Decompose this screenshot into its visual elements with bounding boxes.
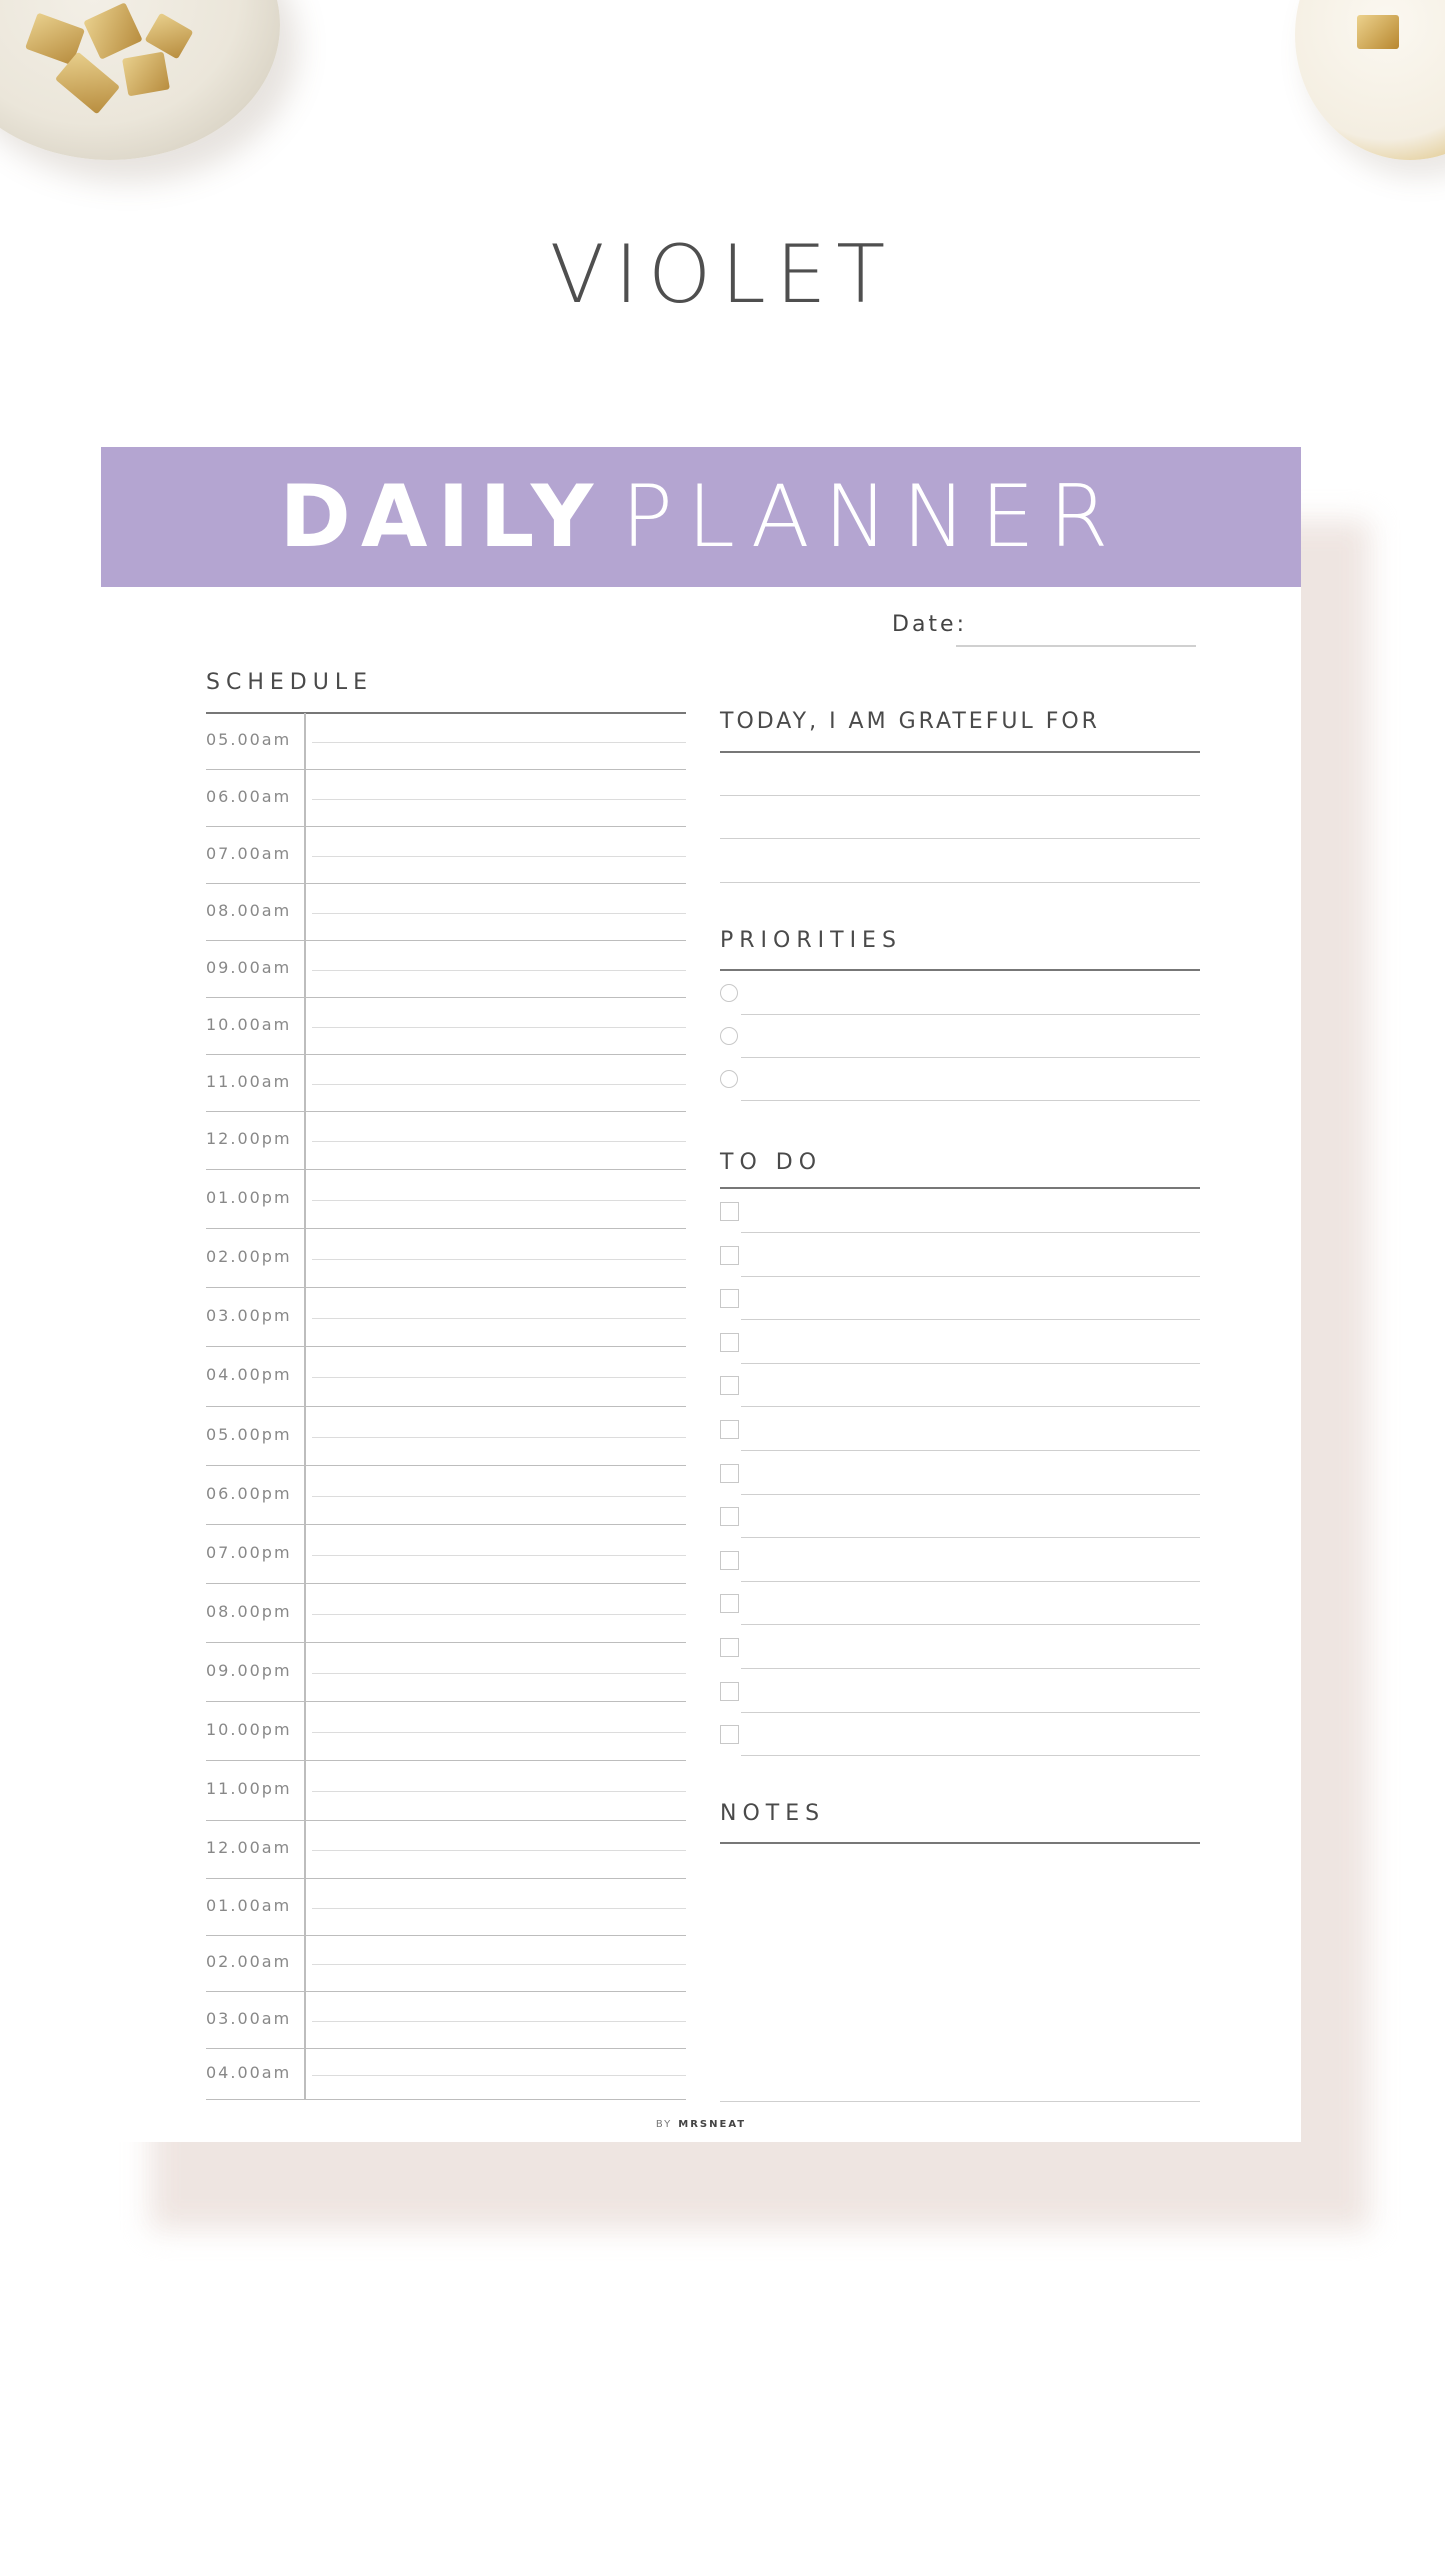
schedule-row[interactable]: [206, 1702, 686, 1761]
schedule-row[interactable]: [206, 713, 686, 770]
priorities-title-rule: [720, 969, 1200, 971]
todo-line[interactable]: [741, 1581, 1200, 1582]
schedule-time-label: 10.00am: [206, 1014, 292, 1034]
schedule-title: SCHEDULE: [206, 670, 373, 695]
footer-credit: [101, 2119, 1301, 2130]
schedule-time-label: 03.00pm: [206, 1305, 292, 1325]
grateful-title-rule: [720, 751, 1200, 753]
schedule-hour-line: [206, 2099, 686, 2100]
schedule-half-hour-line: [312, 799, 686, 800]
schedule-row[interactable]: [206, 884, 686, 941]
schedule-time-label: 08.00pm: [206, 1601, 292, 1621]
schedule-time-label: 12.00pm: [206, 1129, 292, 1148]
product-title: VIOLET: [549, 228, 896, 321]
grateful-line[interactable]: [720, 795, 1200, 796]
schedule-half-hour-line: [312, 1850, 686, 1851]
todo-line[interactable]: [741, 1624, 1200, 1625]
schedule-row[interactable]: [206, 827, 686, 884]
schedule-time-label: 08.00am: [206, 900, 292, 920]
schedule-row[interactable]: [206, 941, 686, 998]
schedule-row[interactable]: [206, 2049, 686, 2100]
schedule-row[interactable]: [206, 1879, 686, 1936]
schedule-row[interactable]: [206, 1112, 686, 1170]
schedule-time-label: 01.00pm: [206, 1187, 292, 1207]
schedule-row[interactable]: [206, 1466, 686, 1525]
schedule-grid: [206, 713, 686, 2100]
schedule-time-label: 02.00am: [206, 1952, 292, 1971]
schedule-half-hour-line: [312, 2075, 686, 2076]
todo-line[interactable]: [741, 1494, 1200, 1495]
schedule-time-label: 01.00am: [206, 1895, 292, 1915]
schedule-row[interactable]: [206, 1643, 686, 1702]
schedule-time-label: 06.00am: [206, 786, 292, 806]
date-field[interactable]: [956, 645, 1196, 647]
schedule-half-hour-line: [312, 1614, 686, 1615]
notes-bottom-rule: [720, 2101, 1200, 2102]
todo-line[interactable]: [741, 1276, 1200, 1277]
schedule-row[interactable]: [206, 1055, 686, 1112]
todo-checkbox[interactable]: [720, 1376, 739, 1395]
priority-radio[interactable]: [720, 1027, 738, 1045]
schedule-row[interactable]: [206, 1584, 686, 1643]
schedule-half-hour-line: [312, 1141, 686, 1142]
schedule-time-label: 06.00pm: [206, 1483, 292, 1503]
schedule-half-hour-line: [312, 1496, 686, 1497]
todo-checkbox[interactable]: [720, 1551, 739, 1570]
footer-by: BY: [655, 2119, 673, 2130]
schedule-row[interactable]: [206, 1525, 686, 1584]
planner-sheet: [101, 447, 1301, 2142]
schedule-time-label: 11.00am: [206, 1071, 292, 1091]
priority-radio[interactable]: [720, 984, 738, 1002]
schedule-time-label: 07.00pm: [206, 1542, 292, 1562]
schedule-half-hour-line: [312, 1673, 686, 1674]
todo-checkbox[interactable]: [720, 1638, 739, 1657]
schedule-time-label: 03.00am: [206, 2008, 292, 2028]
todo-checkbox[interactable]: [720, 1333, 739, 1352]
grateful-line[interactable]: [720, 882, 1200, 883]
schedule-half-hour-line: [312, 1200, 686, 1201]
schedule-row[interactable]: [206, 1936, 686, 1992]
todo-line[interactable]: [741, 1537, 1200, 1538]
notes-title-rule: [720, 1842, 1200, 1844]
schedule-half-hour-line: [312, 1377, 686, 1378]
schedule-row[interactable]: [206, 1992, 686, 2049]
schedule-half-hour-line: [312, 856, 686, 857]
schedule-time-label: 02.00pm: [206, 1246, 292, 1266]
schedule-time-label: 04.00pm: [206, 1365, 292, 1384]
todo-line[interactable]: [741, 1712, 1200, 1713]
schedule-row[interactable]: [206, 1288, 686, 1347]
schedule-time-label: 11.00pm: [206, 1779, 292, 1798]
priorities-title: PRIORITIES: [720, 928, 902, 953]
banner-title-bold: DAILY: [279, 467, 604, 567]
schedule-row[interactable]: [206, 1170, 686, 1229]
schedule-row[interactable]: [206, 1407, 686, 1466]
schedule-time-label: 04.00am: [206, 2062, 292, 2082]
footer-brand: MRSNEAT: [678, 2119, 747, 2130]
schedule-half-hour-line: [312, 1027, 686, 1028]
todo-line[interactable]: [741, 1450, 1200, 1451]
schedule-half-hour-line: [312, 1259, 686, 1260]
schedule-half-hour-line: [312, 1732, 686, 1733]
todo-checkbox[interactable]: [720, 1202, 739, 1221]
schedule-time-label: 09.00pm: [206, 1660, 292, 1680]
schedule-half-hour-line: [312, 2021, 686, 2022]
schedule-half-hour-line: [312, 1318, 686, 1319]
todo-checkbox[interactable]: [720, 1420, 739, 1439]
schedule-row[interactable]: [206, 998, 686, 1055]
schedule-time-label: 07.00am: [206, 843, 292, 863]
schedule-half-hour-line: [312, 1791, 686, 1792]
todo-line[interactable]: [741, 1668, 1200, 1669]
schedule-row[interactable]: [206, 1821, 686, 1879]
planner-banner: [101, 447, 1301, 587]
todo-checkbox[interactable]: [720, 1507, 739, 1526]
gold-clips-bowl-image: [0, 0, 280, 160]
schedule-half-hour-line: [312, 913, 686, 914]
todo-checkbox[interactable]: [720, 1725, 739, 1744]
schedule-time-label: 09.00am: [206, 957, 292, 977]
todo-checkbox[interactable]: [720, 1682, 739, 1701]
todo-line[interactable]: [741, 1406, 1200, 1407]
todo-line[interactable]: [741, 1755, 1200, 1756]
priority-radio[interactable]: [720, 1070, 738, 1088]
schedule-time-label: 05.00am: [206, 729, 292, 749]
priority-line[interactable]: [741, 1100, 1200, 1101]
grateful-title: TODAY, I AM GRATEFUL FOR: [720, 709, 1100, 734]
schedule-half-hour-line: [312, 970, 686, 971]
schedule-time-label: 05.00pm: [206, 1424, 292, 1444]
schedule-row[interactable]: [206, 1347, 686, 1407]
todo-title-rule: [720, 1187, 1200, 1189]
date-label: Date:: [892, 612, 967, 637]
todo-checkbox[interactable]: [720, 1464, 739, 1483]
schedule-row[interactable]: [206, 770, 686, 827]
schedule-half-hour-line: [312, 1555, 686, 1556]
schedule-time-label: 10.00pm: [206, 1719, 292, 1739]
schedule-row[interactable]: [206, 1229, 686, 1288]
grateful-line[interactable]: [720, 838, 1200, 839]
schedule-row[interactable]: [206, 1761, 686, 1821]
priority-line[interactable]: [741, 1057, 1200, 1058]
todo-checkbox[interactable]: [720, 1594, 739, 1613]
todo-line[interactable]: [741, 1232, 1200, 1233]
schedule-half-hour-line: [312, 1964, 686, 1965]
schedule-half-hour-line: [312, 1437, 686, 1438]
banner-title-light: PLANNER: [621, 467, 1123, 567]
gold-binder-clip-dish-image: [1295, 0, 1445, 160]
priority-line[interactable]: [741, 1014, 1200, 1015]
todo-checkbox[interactable]: [720, 1289, 739, 1308]
todo-title: TO DO: [720, 1150, 823, 1175]
todo-line[interactable]: [741, 1363, 1200, 1364]
schedule-time-label: 12.00am: [206, 1838, 292, 1857]
notes-title: NOTES: [720, 1801, 826, 1826]
todo-line[interactable]: [741, 1319, 1200, 1320]
schedule-half-hour-line: [312, 1908, 686, 1909]
schedule-half-hour-line: [312, 1084, 686, 1085]
schedule-half-hour-line: [312, 742, 686, 743]
todo-checkbox[interactable]: [720, 1246, 739, 1265]
